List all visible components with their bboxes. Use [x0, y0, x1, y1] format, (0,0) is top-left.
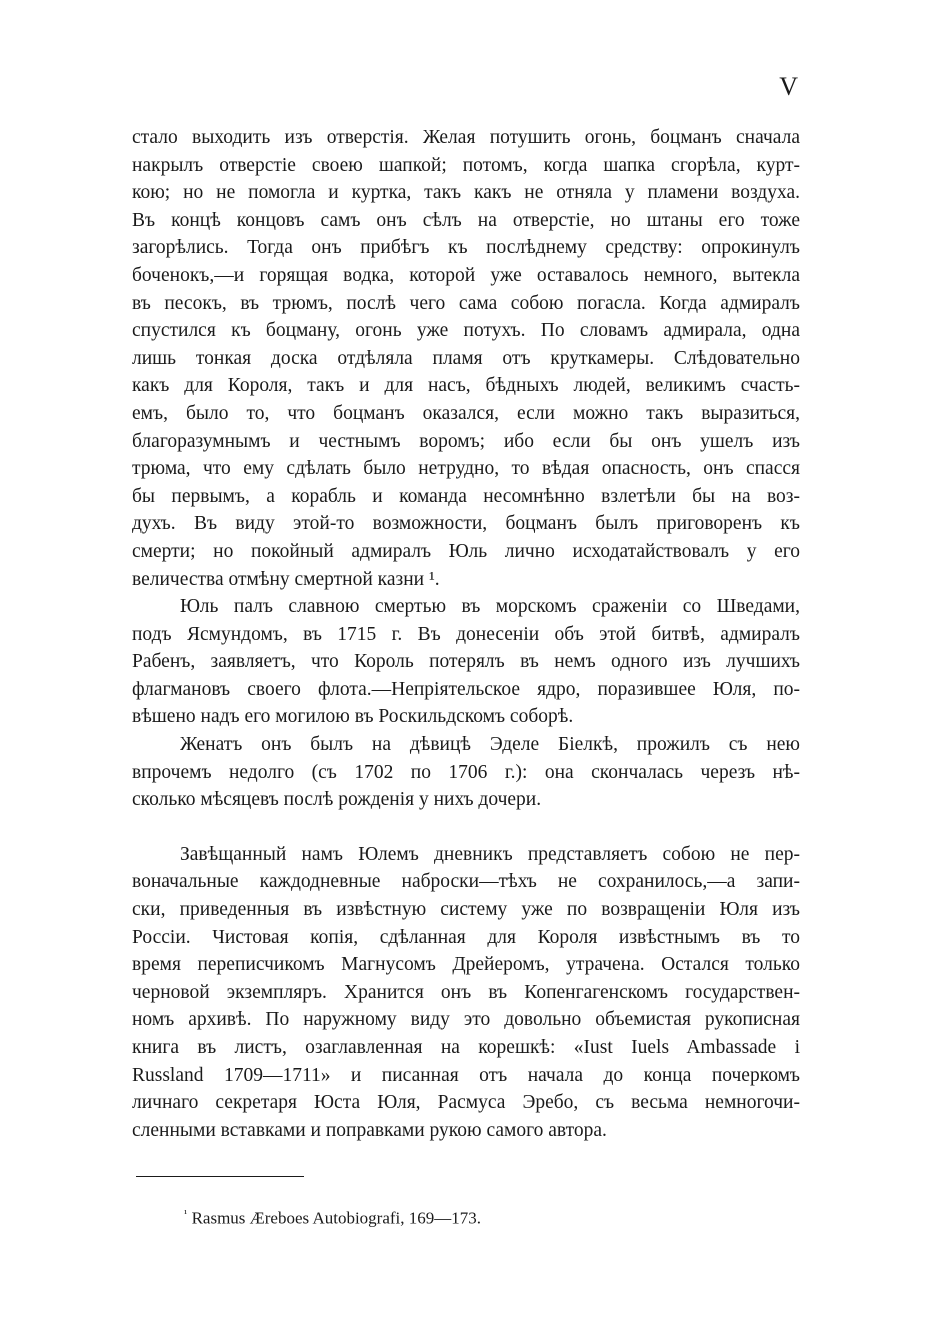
text-line: лишь тонкая доска отдѣляла пламя отъ круткамеры. Слѣдовательно	[132, 347, 800, 369]
paragraph-gap	[132, 814, 800, 841]
text-line: Russland 1709—1711» и писанная отъ начала до конца почеркомъ	[132, 1064, 800, 1086]
text-line: какъ для Короля, такъ и для насъ, бѣдныхъ людей, великимъ счасть-	[132, 375, 800, 397]
paragraph	[132, 731, 800, 814]
text-line: емъ, было то, что боцманъ оказался, если можно такъ выразиться,	[132, 402, 800, 424]
footnote	[184, 1203, 481, 1230]
text-line: Женатъ онъ былъ на дѣвицѣ Эделе Біелкѣ, прожилъ съ нею	[180, 734, 800, 756]
text-line: загорѣлись. Тогда онъ прибѣгъ къ послѣднему средству: опрокинулъ	[132, 237, 800, 259]
body-text	[132, 124, 800, 1144]
footnote-divider	[136, 1176, 304, 1177]
text-line: личнаго секретаря Юста Юля, Расмуса Эребо, съ весьма немногочи-	[132, 1092, 800, 1114]
text-line: въ песокъ, въ трюмъ, послѣ чего сама собою погасла. Когда адмиралъ	[132, 292, 800, 314]
text-line: величества отмѣну смертной казни ¹.	[132, 568, 440, 590]
text-line: стало выходить изъ отверстія. Желая потушить огонь, боцманъ сначала	[132, 127, 800, 148]
paragraph	[132, 593, 800, 731]
text-line: книга въ листъ, озаглавленная на корешкѣ: «Iust Iuels Ambassade i	[132, 1037, 800, 1058]
text-line: трюма, что ему сдѣлать было нетрудно, то вѣдая опасность, онъ спасся	[132, 458, 800, 480]
footnote-text: Rasmus Æreboes Autobiografi, 169—173.	[191, 1208, 482, 1228]
paragraph	[132, 841, 800, 1145]
text-line: Россіи. Чистовая копія, сдѣланная для Короля извѣстнымъ въ то	[132, 926, 800, 948]
text-line: Въ концѣ концовъ самъ онъ сѣлъ на отверстіе, но штаны его тоже	[132, 209, 800, 231]
text-line: смерти; но покойный адмиралъ Юль лично исходатайствовалъ у его	[132, 540, 800, 562]
text-line: духъ. Въ виду этой-то возможности, боцманъ былъ приговоренъ къ	[132, 513, 800, 535]
text-line: накрылъ отверстіе своею шапкой; потомъ, когда шапка сгорѣла, курт-	[132, 154, 800, 176]
text-line: боченокъ,—и горящая водка, которой уже оставалось немного, вытекла	[132, 264, 800, 286]
text-line: черновой экземпляръ. Хранится онъ въ Копенгагенскомъ государствен-	[132, 981, 800, 1003]
footnote-marker: ¹	[184, 1208, 188, 1220]
text-line: сленными вставками и поправками рукою самого автора.	[132, 1119, 607, 1141]
text-line: ски, приведенныя въ извѣстную систему уже по возвращеніи Юля изъ	[132, 899, 800, 921]
text-line: Завѣщанный намъ Юлемъ дневникъ представляетъ собою не пер-	[180, 843, 800, 865]
text-line: Рабенъ, заявляетъ, что Король потерялъ въ немъ одного изъ лучшихъ	[132, 651, 800, 673]
text-line: впрочемъ недолго (съ 1702 по 1706 г.): она скончалась черезъ нѣ-	[132, 761, 800, 783]
page-number: V	[779, 72, 798, 101]
text-line: Юль палъ славною смертью въ морскомъ сраженіи со Шведами,	[180, 596, 800, 618]
text-line: время переписчикомъ Магнусомъ Дрейеромъ, утрачена. Остался только	[132, 954, 800, 976]
text-line: вѣшено надъ его могилою въ Роскильдскомъ соборѣ.	[132, 706, 574, 728]
text-line: подъ Ясмундомъ, въ 1715 г. Въ донесеніи объ этой битвѣ, адмиралъ	[132, 623, 800, 645]
text-line: номъ архивѣ. По наружному виду это довольно объемистая рукописная	[132, 1009, 800, 1031]
text-line: благоразумнымъ и честнымъ воромъ; ибо если бы онъ ушелъ изъ	[132, 430, 800, 452]
text-line: бы первымъ, а корабль и команда несомнѣнно взлетѣли бы на воз-	[132, 485, 800, 507]
text-line: воначальные каждодневные наброски—тѣхъ не сохранилось,—а запи-	[132, 871, 800, 893]
text-line: спустился къ боцману, огонь уже потухъ. По словамъ адмирала, одна	[132, 320, 800, 342]
text-line: сколько мѣсяцевъ послѣ рожденія у нихъ дочери.	[132, 789, 542, 811]
text-line: флагмановъ своего флота.—Непріятельское ядро, поразившее Юля, по-	[132, 678, 800, 700]
paragraph	[132, 124, 800, 593]
text-line: кою; но не помогла и куртка, такъ какъ не отняла у пламени воздуха.	[132, 182, 800, 204]
